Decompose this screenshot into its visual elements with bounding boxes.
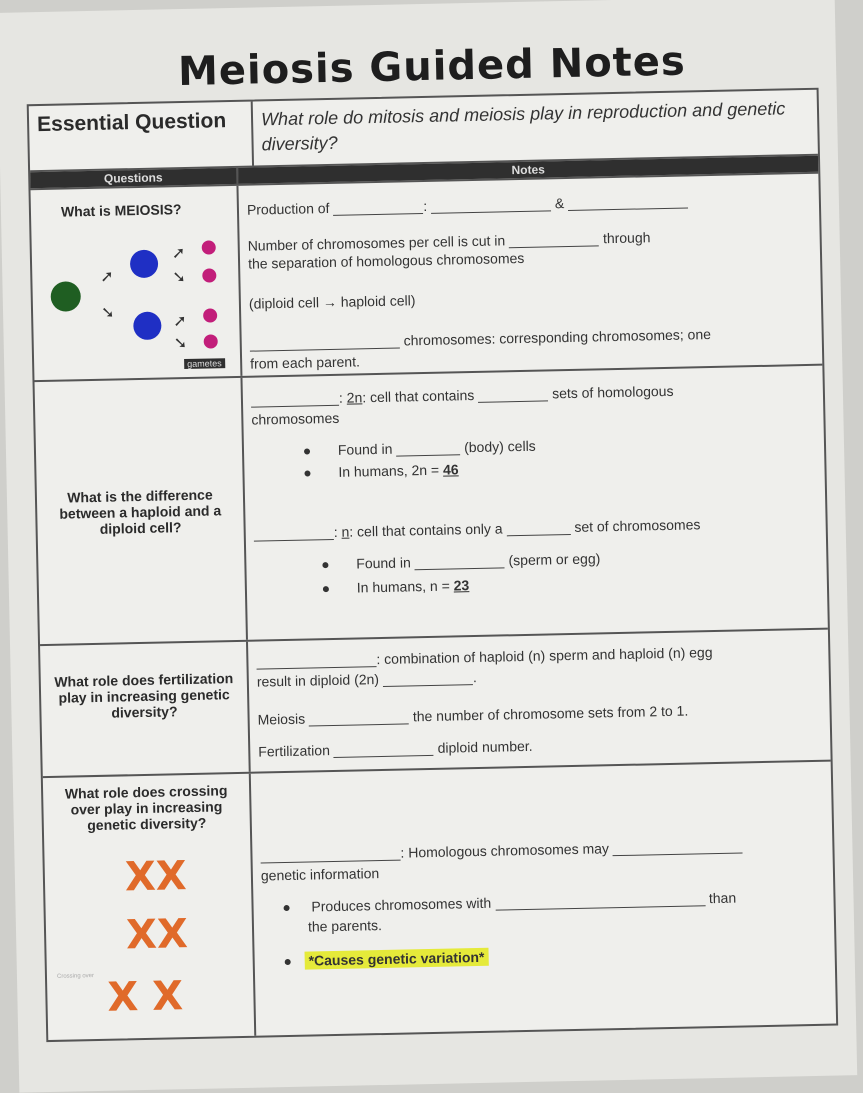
bullet-icon <box>304 449 310 455</box>
notes-line <box>257 703 688 728</box>
fill-blank[interactable] <box>250 348 400 352</box>
gamete-cell-icon <box>202 268 216 282</box>
notes-text: (sperm or egg) <box>508 550 601 569</box>
fill-blank[interactable] <box>254 539 334 542</box>
meiosis-question: What is MEIOSIS? <box>60 201 182 220</box>
fill-blank[interactable] <box>333 213 423 216</box>
notes-text: & <box>554 195 565 212</box>
notes-header: Notes <box>238 156 818 184</box>
notes-text: than <box>708 889 737 907</box>
highlighted-note: *Causes genetic variation* <box>304 948 488 970</box>
notes-text: : Homologous chromosomes may <box>400 840 610 861</box>
haploid-diploid-notes-cell <box>242 366 827 640</box>
fill-blank[interactable] <box>495 905 705 910</box>
bullet-icon <box>323 586 329 592</box>
bullet-line <box>285 949 489 969</box>
fertilization-question-cell <box>40 642 251 776</box>
notes-line: result in diploid (2n) . <box>256 668 477 690</box>
notes-text: In humans, n = <box>356 577 450 596</box>
bullet-icon <box>304 471 310 477</box>
haploid-cell-icon <box>130 250 159 279</box>
arrow-icon: ➚ <box>171 245 186 263</box>
essential-question-text: What role do mitosis and meiosis play in reproduction and genetic diversity? <box>260 98 786 155</box>
notes-line <box>248 229 651 253</box>
haploid-cell-icon <box>133 312 162 341</box>
fill-blank[interactable] <box>613 852 743 856</box>
fertilization-row <box>40 630 831 778</box>
notes-text: cell that contains only a <box>356 520 503 540</box>
chromosome-icon: XX <box>125 911 189 959</box>
fill-blank[interactable] <box>251 405 339 408</box>
notes-line: chromosomes <box>251 409 340 428</box>
chromosome-icon: X X <box>106 973 184 1021</box>
arrow-icon: ➘ <box>173 334 188 353</box>
bullet-icon <box>322 562 328 568</box>
diploid-term: 2n <box>346 389 363 406</box>
gametes-label: gametes <box>184 358 225 369</box>
fertilization-question: What role does fertilization play in increasing genetic diversity? <box>54 670 234 721</box>
notes-line: the separation of homologous chromosomes <box>247 249 525 272</box>
chromosome-icon: XX <box>124 853 188 901</box>
notes-text: (body) cells <box>463 437 536 456</box>
notes-text: Found in <box>337 440 393 458</box>
fill-blank[interactable] <box>383 684 473 687</box>
notes-line <box>247 192 689 217</box>
haploid-diploid-row <box>35 366 828 646</box>
fill-blank[interactable] <box>568 207 688 211</box>
notes-text: Production of <box>246 199 330 218</box>
notes-line: the parents. <box>307 917 383 935</box>
notes-text: set of chromosomes <box>574 516 701 535</box>
fill-blank[interactable] <box>507 534 571 536</box>
bullet-line <box>304 438 536 459</box>
notes-text: In humans, 2n = <box>338 461 440 480</box>
notes-text: Fertilization <box>258 742 331 760</box>
diploid-cell-icon <box>50 281 81 312</box>
notes-line <box>256 644 712 670</box>
fill-blank[interactable] <box>478 400 548 402</box>
meiosis-question-cell <box>31 186 243 380</box>
haploid-diploid-question-cell <box>35 378 248 644</box>
notes-line <box>250 326 711 352</box>
meiosis-notes-cell <box>238 174 822 376</box>
essential-question-label: Essential Question <box>29 102 254 171</box>
fill-blank[interactable] <box>309 723 409 726</box>
fill-blank[interactable] <box>396 454 460 456</box>
fill-blank[interactable] <box>334 755 434 758</box>
notes-text: Meiosis <box>257 710 306 728</box>
notes-text: : <box>423 197 428 215</box>
bullet-icon <box>285 959 291 965</box>
notes-text: Found in <box>356 554 411 572</box>
notes-text: Number of chromosomes per cell is cut in <box>247 232 506 254</box>
notes-text: the number of chromosome sets from 2 to 1. <box>412 702 689 725</box>
fill-blank[interactable] <box>509 245 599 248</box>
notes-line: (diploid cell → haploid cell) <box>248 292 416 312</box>
fill-blank[interactable] <box>431 210 551 214</box>
fill-blank[interactable] <box>257 666 377 670</box>
notes-text: : combination of haploid (n) sperm and haploid (n) egg <box>376 644 713 668</box>
notes-table <box>27 88 838 1042</box>
fill-blank[interactable] <box>261 860 401 864</box>
diploid-count: 46 <box>442 461 459 478</box>
crossing-over-row <box>43 762 836 1040</box>
bullet-icon <box>284 905 290 911</box>
arrow-icon: ➚ <box>173 312 187 331</box>
notes-text: sets of homologous <box>551 382 674 402</box>
crossing-over-question: What role does crossing over play in increasing genetic diversity? <box>64 782 228 834</box>
meiosis-row <box>30 172 822 382</box>
bullet-line <box>322 550 600 572</box>
haploid-count: 23 <box>453 577 470 594</box>
fill-blank[interactable] <box>415 567 505 570</box>
crossing-over-question-cell <box>43 774 256 1040</box>
gamete-cell-icon <box>202 240 216 254</box>
fertilization-notes-cell <box>248 630 831 772</box>
bullet-line <box>283 890 736 915</box>
arrow-icon: ➚ <box>100 268 114 286</box>
arrow-icon: ➘ <box>172 268 186 287</box>
notes-line <box>260 837 743 863</box>
notes-text: cell that contains <box>369 386 475 406</box>
bullet-line <box>323 577 470 596</box>
notes-text: diploid number. <box>437 737 533 756</box>
notes-line <box>258 738 533 760</box>
gamete-cell-icon <box>203 308 217 322</box>
notes-line: : 2n: cell that contains sets of homologous <box>251 383 674 408</box>
crossing-over-notes-cell <box>251 762 836 1036</box>
notes-text: through <box>602 229 651 247</box>
notes-text: chromosomes: corresponding chromosomes; one <box>403 326 712 349</box>
page-title: Meiosis Guided Notes <box>177 38 687 96</box>
questions-header: Questions <box>30 168 238 188</box>
notes-line: genetic information <box>260 865 380 884</box>
haploid-term: n <box>341 523 350 540</box>
haploid-diploid-question: What is the difference between a haploid and a diploid cell? <box>59 486 222 537</box>
bullet-line <box>304 461 458 480</box>
notes-line: from each parent. <box>250 353 361 372</box>
crossing-over-label: Crossing over <box>56 973 95 980</box>
notes-line: : n: cell that contains only a set of chromosomes <box>254 516 701 541</box>
notes-text: Produces chromosomes with <box>311 894 492 915</box>
arrow-icon: ➘ <box>100 304 115 322</box>
gamete-cell-icon <box>204 334 218 348</box>
notes-text: result in diploid (2n) <box>256 671 380 690</box>
